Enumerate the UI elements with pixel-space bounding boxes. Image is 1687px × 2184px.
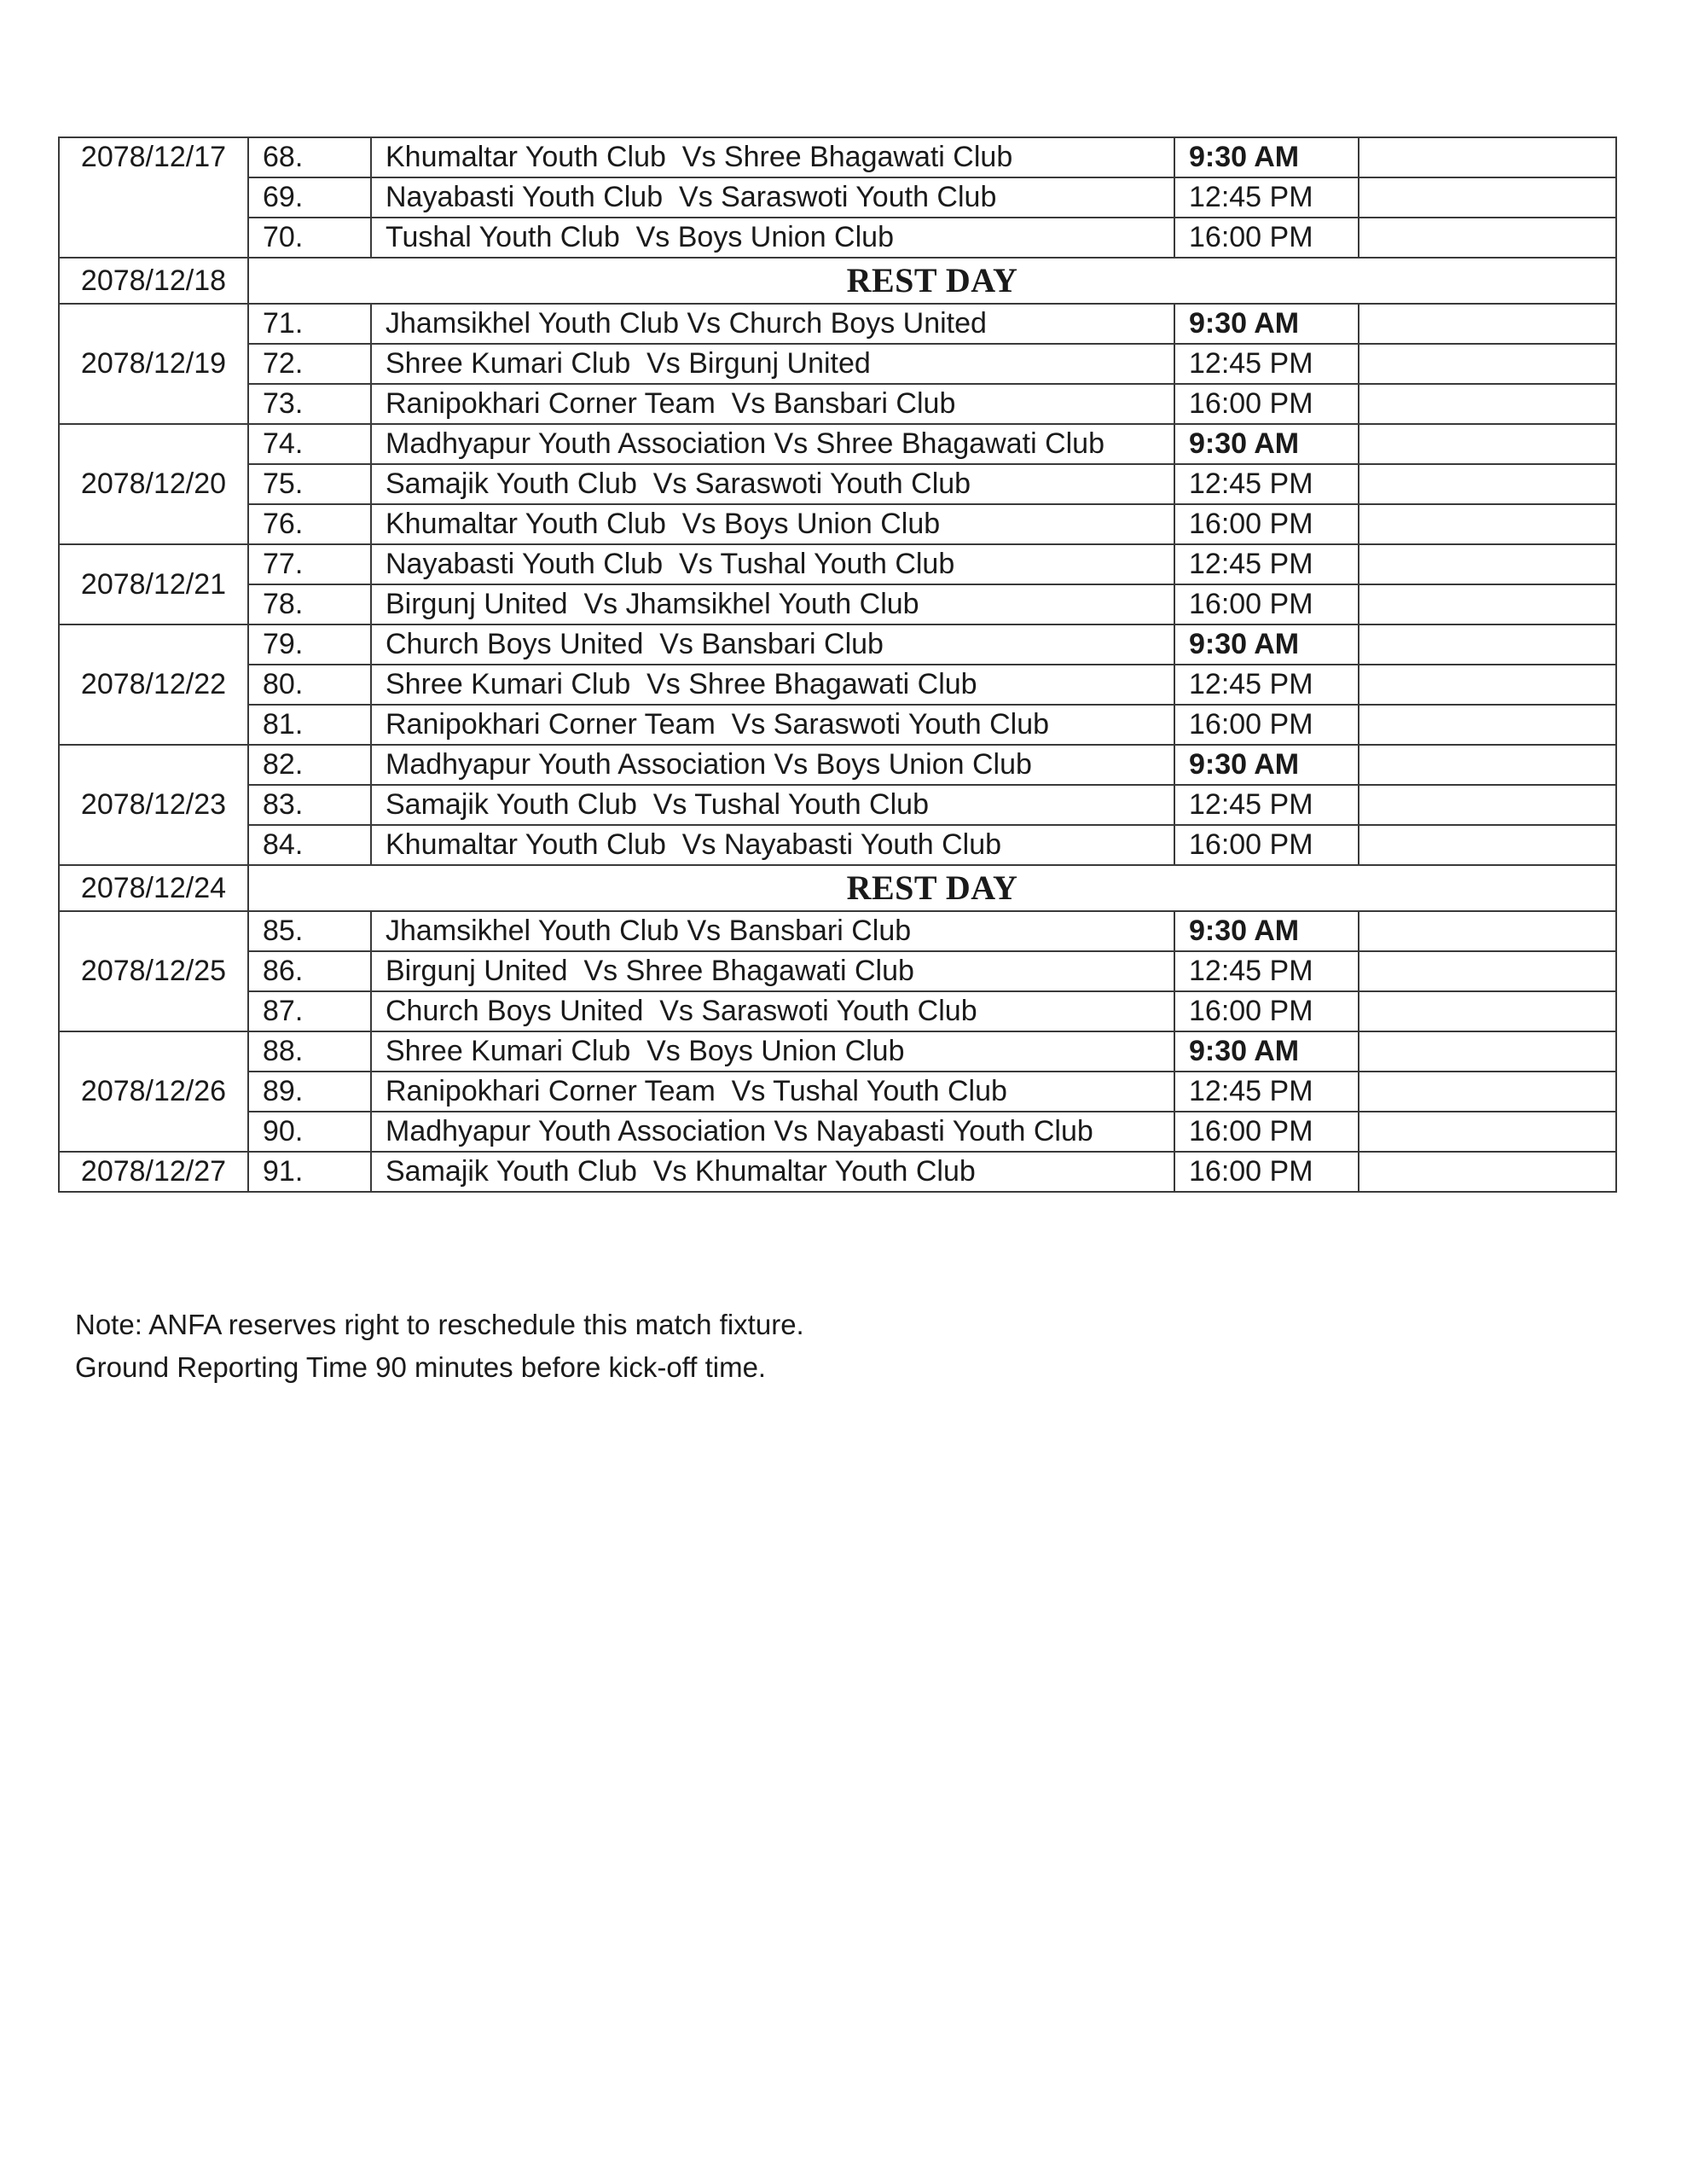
match-row (59, 624, 1616, 665)
note-reporting-time: Ground Reporting Time 90 minutes before kick-off time. (75, 1351, 767, 1383)
match-teams: Jhamsikhel Youth Club Vs Church Boys United (371, 304, 1174, 344)
rest-day-row (59, 258, 1616, 304)
match-row (59, 911, 1616, 951)
match-row (59, 1152, 1616, 1192)
blank-cell (1359, 1152, 1616, 1192)
match-teams: Khumaltar Youth Club Vs Nayabasti Youth Club (371, 825, 1174, 865)
match-number: 73. (248, 384, 371, 424)
match-teams: Nayabasti Youth Club Vs Saraswoti Youth Club (371, 177, 1174, 218)
match-number: 75. (248, 464, 371, 504)
match-row (59, 825, 1616, 865)
match-teams: Samajik Youth Club Vs Saraswoti Youth Club (371, 464, 1174, 504)
match-teams: Tushal Youth Club Vs Boys Union Club (371, 218, 1174, 258)
match-teams: Church Boys United Vs Saraswoti Youth Club (371, 991, 1174, 1031)
match-teams: Birgunj United Vs Shree Bhagawati Club (371, 951, 1174, 991)
rest-day-row (59, 865, 1616, 911)
blank-cell (1359, 218, 1616, 258)
blank-cell (1359, 544, 1616, 584)
notes-section (75, 1304, 804, 1389)
kickoff-time: 9:30 AM (1174, 911, 1359, 951)
blank-cell (1359, 624, 1616, 665)
kickoff-time: 9:30 AM (1174, 137, 1359, 177)
kickoff-time: 12:45 PM (1174, 544, 1359, 584)
blank-cell (1359, 137, 1616, 177)
blank-cell (1359, 424, 1616, 464)
match-number: 74. (248, 424, 371, 464)
kickoff-time: 9:30 AM (1174, 304, 1359, 344)
match-number: 83. (248, 785, 371, 825)
kickoff-time: 16:00 PM (1174, 584, 1359, 624)
match-teams: Khumaltar Youth Club Vs Shree Bhagawati Club (371, 137, 1174, 177)
blank-cell (1359, 745, 1616, 785)
blank-cell (1359, 504, 1616, 544)
match-number: 72. (248, 344, 371, 384)
match-number: 70. (248, 218, 371, 258)
blank-cell (1359, 584, 1616, 624)
match-row (59, 705, 1616, 745)
fixture-table-body (59, 137, 1616, 1192)
kickoff-time: 16:00 PM (1174, 504, 1359, 544)
match-row (59, 745, 1616, 785)
blank-cell (1359, 177, 1616, 218)
match-row (59, 1072, 1616, 1112)
match-row (59, 951, 1616, 991)
kickoff-time: 9:30 AM (1174, 745, 1359, 785)
match-teams: Nayabasti Youth Club Vs Tushal Youth Club (371, 544, 1174, 584)
date-cell: 2078/12/27 (59, 1152, 248, 1192)
blank-cell (1359, 1031, 1616, 1072)
rest-day-label: REST DAY (248, 865, 1616, 911)
kickoff-time: 16:00 PM (1174, 991, 1359, 1031)
date-cell: 2078/12/25 (59, 911, 248, 1031)
kickoff-time: 12:45 PM (1174, 344, 1359, 384)
date-cell: 2078/12/21 (59, 544, 248, 624)
match-row (59, 424, 1616, 464)
blank-cell (1359, 825, 1616, 865)
match-number: 80. (248, 665, 371, 705)
match-number: 86. (248, 951, 371, 991)
match-row (59, 218, 1616, 258)
match-row (59, 384, 1616, 424)
match-number: 82. (248, 745, 371, 785)
match-row (59, 344, 1616, 384)
kickoff-time: 9:30 AM (1174, 1031, 1359, 1072)
kickoff-time: 16:00 PM (1174, 218, 1359, 258)
match-number: 71. (248, 304, 371, 344)
date-cell: 2078/12/20 (59, 424, 248, 544)
blank-cell (1359, 1072, 1616, 1112)
kickoff-time: 16:00 PM (1174, 384, 1359, 424)
match-number: 77. (248, 544, 371, 584)
match-row (59, 304, 1616, 344)
match-row (59, 504, 1616, 544)
match-row (59, 991, 1616, 1031)
match-row (59, 785, 1616, 825)
date-cell: 2078/12/17 (59, 137, 248, 258)
match-teams: Ranipokhari Corner Team Vs Tushal Youth Club (371, 1072, 1174, 1112)
date-cell: 2078/12/22 (59, 624, 248, 745)
match-teams: Shree Kumari Club Vs Boys Union Club (371, 1031, 1174, 1072)
match-teams: Ranipokhari Corner Team Vs Bansbari Club (371, 384, 1174, 424)
match-number: 89. (248, 1072, 371, 1112)
match-row (59, 544, 1616, 584)
match-number: 76. (248, 504, 371, 544)
kickoff-time: 16:00 PM (1174, 705, 1359, 745)
match-number: 78. (248, 584, 371, 624)
match-teams: Shree Kumari Club Vs Shree Bhagawati Club (371, 665, 1174, 705)
match-number: 69. (248, 177, 371, 218)
match-number: 85. (248, 911, 371, 951)
match-row (59, 1112, 1616, 1152)
blank-cell (1359, 991, 1616, 1031)
fixture-table (58, 136, 1617, 1193)
kickoff-time: 16:00 PM (1174, 1152, 1359, 1192)
blank-cell (1359, 705, 1616, 745)
blank-cell (1359, 951, 1616, 991)
match-number: 79. (248, 624, 371, 665)
match-teams: Birgunj United Vs Jhamsikhel Youth Club (371, 584, 1174, 624)
blank-cell (1359, 384, 1616, 424)
blank-cell (1359, 1112, 1616, 1152)
kickoff-time: 16:00 PM (1174, 1112, 1359, 1152)
kickoff-time: 9:30 AM (1174, 624, 1359, 665)
kickoff-time: 9:30 AM (1174, 424, 1359, 464)
match-teams: Samajik Youth Club Vs Tushal Youth Club (371, 785, 1174, 825)
match-number: 88. (248, 1031, 371, 1072)
blank-cell (1359, 344, 1616, 384)
match-teams: Khumaltar Youth Club Vs Boys Union Club (371, 504, 1174, 544)
kickoff-time: 12:45 PM (1174, 951, 1359, 991)
date-cell: 2078/12/19 (59, 304, 248, 424)
kickoff-time: 12:45 PM (1174, 464, 1359, 504)
date-cell: 2078/12/23 (59, 745, 248, 865)
match-teams: Madhyapur Youth Association Vs Boys Union Club (371, 745, 1174, 785)
date-cell: 2078/12/18 (59, 258, 248, 304)
match-row (59, 137, 1616, 177)
match-row (59, 584, 1616, 624)
rest-day-label: REST DAY (248, 258, 1616, 304)
match-teams: Madhyapur Youth Association Vs Nayabasti Youth Club (371, 1112, 1174, 1152)
match-number: 84. (248, 825, 371, 865)
match-row (59, 1031, 1616, 1072)
match-row (59, 665, 1616, 705)
kickoff-time: 12:45 PM (1174, 665, 1359, 705)
blank-cell (1359, 665, 1616, 705)
match-teams: Ranipokhari Corner Team Vs Saraswoti Youth Club (371, 705, 1174, 745)
blank-cell (1359, 911, 1616, 951)
match-teams: Samajik Youth Club Vs Khumaltar Youth Club (371, 1152, 1174, 1192)
match-teams: Jhamsikhel Youth Club Vs Bansbari Club (371, 911, 1174, 951)
match-teams: Church Boys United Vs Bansbari Club (371, 624, 1174, 665)
blank-cell (1359, 304, 1616, 344)
match-number: 91. (248, 1152, 371, 1192)
match-number: 87. (248, 991, 371, 1031)
match-row (59, 464, 1616, 504)
date-cell: 2078/12/24 (59, 865, 248, 911)
kickoff-time: 16:00 PM (1174, 825, 1359, 865)
kickoff-time: 12:45 PM (1174, 177, 1359, 218)
note-reschedule: Note: ANFA reserves right to reschedule this match fixture. (75, 1309, 804, 1340)
match-number: 68. (248, 137, 371, 177)
kickoff-time: 12:45 PM (1174, 785, 1359, 825)
match-number: 81. (248, 705, 371, 745)
kickoff-time: 12:45 PM (1174, 1072, 1359, 1112)
match-row (59, 177, 1616, 218)
blank-cell (1359, 785, 1616, 825)
match-teams: Shree Kumari Club Vs Birgunj United (371, 344, 1174, 384)
blank-cell (1359, 464, 1616, 504)
match-number: 90. (248, 1112, 371, 1152)
match-teams: Madhyapur Youth Association Vs Shree Bhagawati Club (371, 424, 1174, 464)
date-cell: 2078/12/26 (59, 1031, 248, 1152)
